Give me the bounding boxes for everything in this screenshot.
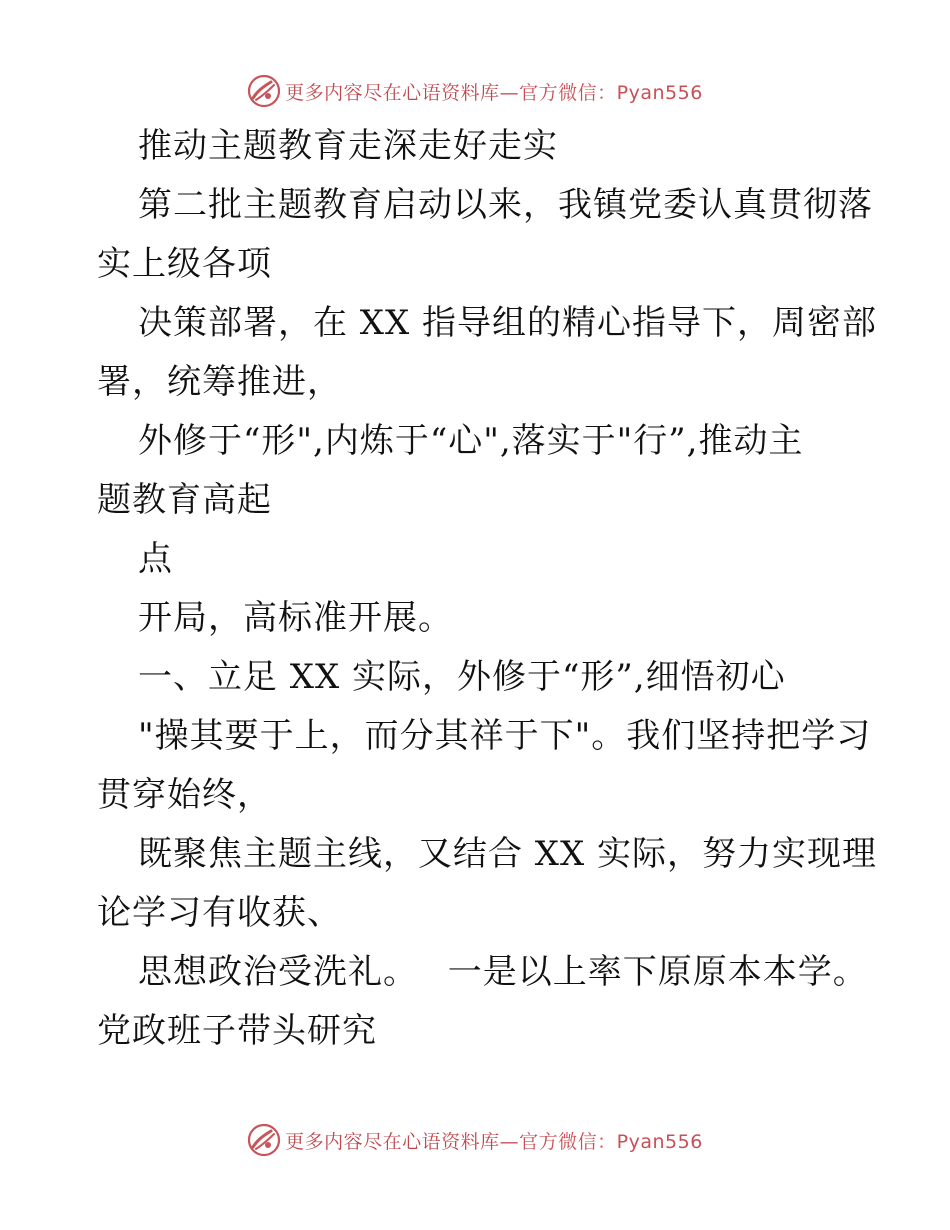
paragraph-line: "操其要于上，而分其祥于下"。我们坚持把学习: [138, 716, 872, 756]
paragraph-line: 外修于“形",内炼于“心",落实于"行”,推动主: [138, 421, 804, 461]
paragraph-line: 思想政治受洗礼。 一是以上率下原原本本学。: [138, 952, 868, 992]
footer-banner: [0, 1120, 950, 1160]
paragraph-line: 既聚焦主题主线，又结合 XX 实际，努力实现理: [138, 834, 878, 874]
section-heading: 一、立足 XX 实际，外修于“形”,细悟初心: [138, 657, 786, 697]
paragraph-line: 第二批主题教育启动以来，我镇党委认真贯彻落: [138, 185, 873, 225]
header-banner-prefix: 更多内容尽在心语资料库: [285, 81, 500, 104]
paragraph-line: 论学习有收获、: [97, 893, 342, 933]
header-banner-suffix: —官方微信：Pyan556: [499, 81, 703, 104]
logo-icon: [247, 74, 281, 108]
document-title: 推动主题教育走深走好走实: [138, 126, 558, 166]
paragraph-line: 党政班子带头研究: [97, 1011, 377, 1051]
logo-icon: [247, 1123, 281, 1157]
paragraph-line: 点: [138, 539, 173, 579]
footer-banner-suffix: —官方微信：Pyan556: [499, 1130, 703, 1153]
paragraph-line: 开局，高标准开展。: [138, 598, 453, 638]
header-banner: [0, 71, 950, 111]
footer-banner-prefix: 更多内容尽在心语资料库: [285, 1130, 500, 1153]
paragraph-line: 题教育高起: [97, 480, 272, 520]
header-banner-text: [285, 78, 703, 105]
paragraph-line: 决策部署，在 XX 指导组的精心指导下，周密部: [138, 303, 878, 343]
paragraph-line: 贯穿始终，: [97, 775, 272, 815]
paragraph-line: 署，统筹推进，: [97, 362, 342, 402]
paragraph-line: 实上级各项: [97, 244, 272, 284]
footer-banner-text: [285, 1127, 703, 1154]
